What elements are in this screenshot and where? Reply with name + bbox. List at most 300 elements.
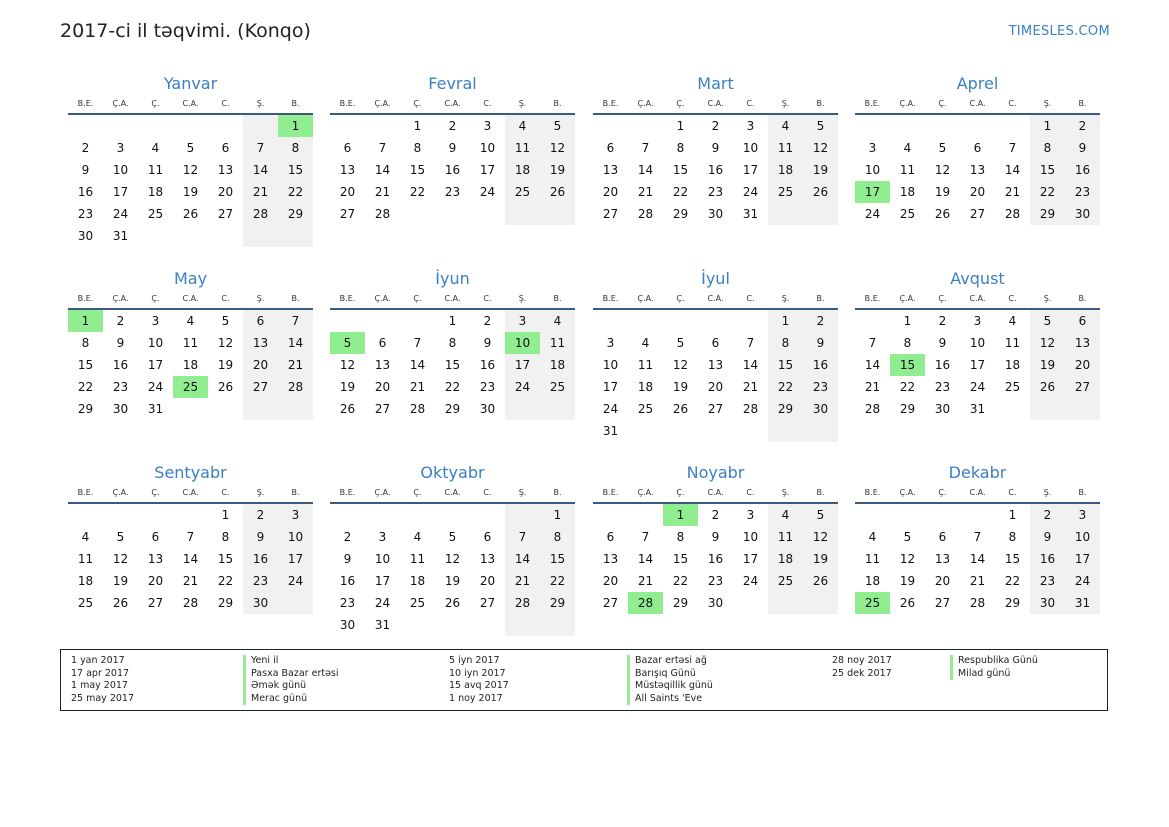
day-cell: 23 bbox=[934, 380, 951, 394]
day-cell: 19 bbox=[1030, 354, 1065, 376]
day-cell: 30 bbox=[803, 398, 838, 420]
week-row bbox=[330, 570, 575, 592]
day-cell: 30 bbox=[707, 207, 724, 221]
day-cell: 3 bbox=[151, 314, 160, 328]
day-cell: 11 bbox=[768, 526, 803, 548]
day-cell: 3 bbox=[868, 141, 877, 155]
day-cell: 15 bbox=[672, 552, 689, 566]
day-cell: 29 bbox=[1030, 203, 1065, 225]
day-cell: 16 bbox=[1065, 159, 1100, 181]
brand-link[interactable]: TIMESLES.COM bbox=[1008, 24, 1110, 39]
day-cell: 6 bbox=[606, 530, 615, 544]
empty-cell bbox=[890, 504, 925, 526]
day-cell: 29 bbox=[217, 596, 234, 610]
week-row bbox=[855, 398, 1100, 420]
weekday-label: B.E. bbox=[77, 99, 94, 108]
month-block bbox=[68, 462, 313, 614]
day-cell: 27 bbox=[602, 207, 619, 221]
week-row bbox=[330, 526, 575, 548]
weekday-label: B. bbox=[816, 99, 825, 108]
day-cell: 30 bbox=[1030, 592, 1065, 614]
day-cell: 23 bbox=[1030, 570, 1065, 592]
weekday-label: B.E. bbox=[864, 99, 881, 108]
weekday-label: C.A. bbox=[182, 294, 199, 303]
empty-cell bbox=[278, 225, 313, 247]
day-cell: 20 bbox=[602, 574, 619, 588]
month-block bbox=[330, 268, 575, 420]
day-cell: 30 bbox=[112, 402, 129, 416]
week-row bbox=[855, 354, 1100, 376]
day-cell: 20 bbox=[243, 354, 278, 376]
day-cell: 20 bbox=[707, 380, 724, 394]
day-cell: 6 bbox=[221, 141, 230, 155]
day-cell: 12 bbox=[182, 163, 199, 177]
weekday-label: Ç. bbox=[413, 294, 422, 303]
day-cell: 15 bbox=[1030, 159, 1065, 181]
day-cell: 26 bbox=[217, 380, 234, 394]
day-cell: 7 bbox=[868, 336, 877, 350]
month-name: Dekabr bbox=[948, 463, 1007, 482]
day-cell: 1 bbox=[663, 504, 698, 526]
day-cell: 14 bbox=[278, 332, 313, 354]
day-cell: 17 bbox=[742, 552, 759, 566]
day-cell: 14 bbox=[969, 552, 986, 566]
empty-cell bbox=[278, 398, 313, 420]
day-cell: 25 bbox=[637, 402, 654, 416]
holiday-legend bbox=[60, 649, 1108, 711]
day-cell: 1 bbox=[540, 504, 575, 526]
day-cell: 23 bbox=[479, 380, 496, 394]
day-cell: 1 bbox=[413, 119, 422, 133]
day-cell: 26 bbox=[339, 402, 356, 416]
day-cell: 17 bbox=[602, 380, 619, 394]
day-cell: 19 bbox=[803, 159, 838, 181]
weekday-label: B. bbox=[1078, 294, 1087, 303]
day-cell: 28 bbox=[278, 376, 313, 398]
week-row bbox=[68, 225, 313, 247]
legend-holiday-name: Barışıq Günü bbox=[627, 668, 713, 681]
week-row bbox=[593, 420, 838, 442]
weekday-label: B. bbox=[816, 488, 825, 497]
day-cell: 15 bbox=[768, 354, 803, 376]
legend-holiday-name: Əmək günü bbox=[243, 680, 339, 693]
day-cell: 28 bbox=[742, 402, 759, 416]
day-cell: 25 bbox=[173, 376, 208, 398]
empty-cell bbox=[173, 225, 208, 247]
weekday-label: B.E. bbox=[339, 99, 356, 108]
day-cell: 16 bbox=[803, 354, 838, 376]
day-cell: 9 bbox=[243, 526, 278, 548]
legend-holiday-name: Pasxa Bazar ertəsi bbox=[243, 668, 339, 681]
day-cell: 22 bbox=[1030, 181, 1065, 203]
day-cell: 5 bbox=[540, 115, 575, 137]
day-cell: 14 bbox=[505, 548, 540, 570]
weekday-label: Ç.A. bbox=[637, 99, 654, 108]
day-cell: 12 bbox=[339, 358, 356, 372]
empty-cell bbox=[470, 504, 505, 526]
day-cell: 2 bbox=[1030, 504, 1065, 526]
legend-holiday-name: All Saints 'Eve bbox=[627, 693, 713, 706]
day-cell: 29 bbox=[672, 596, 689, 610]
day-cell: 6 bbox=[606, 141, 615, 155]
empty-cell bbox=[733, 420, 768, 442]
weekday-label: Ç.A. bbox=[112, 488, 129, 497]
weekday-header bbox=[68, 97, 313, 111]
day-cell: 24 bbox=[147, 380, 164, 394]
weekday-label: C.A. bbox=[707, 99, 724, 108]
empty-cell bbox=[173, 398, 208, 420]
day-cell: 10 bbox=[479, 141, 496, 155]
day-cell: 1 bbox=[676, 119, 685, 133]
day-cell: 27 bbox=[602, 596, 619, 610]
week-row bbox=[330, 203, 575, 225]
weekday-label: B. bbox=[553, 488, 562, 497]
day-cell: 4 bbox=[641, 336, 650, 350]
day-cell: 18 bbox=[409, 574, 426, 588]
day-cell: 23 bbox=[77, 207, 94, 221]
day-cell: 21 bbox=[505, 570, 540, 592]
legend-dates-col-2 bbox=[449, 655, 509, 705]
day-cell: 22 bbox=[899, 380, 916, 394]
weekday-label: C. bbox=[746, 99, 755, 108]
month-block bbox=[855, 462, 1100, 614]
empty-cell bbox=[400, 310, 435, 332]
day-cell: 25 bbox=[77, 596, 94, 610]
legend-date: 1 yan 2017 bbox=[71, 655, 125, 666]
day-cell: 10 bbox=[147, 336, 164, 350]
legend-date: 25 may 2017 bbox=[71, 692, 135, 704]
day-cell: 5 bbox=[676, 336, 685, 350]
legend-holiday-name: Merac günü bbox=[243, 693, 339, 706]
legend-date: 10 iyn 2017 bbox=[449, 667, 506, 679]
day-cell: 5 bbox=[938, 141, 947, 155]
week-row bbox=[593, 354, 838, 376]
weekday-label: Ç. bbox=[938, 294, 947, 303]
week-row bbox=[68, 181, 313, 203]
weekday-label: Ç. bbox=[938, 488, 947, 497]
day-cell: 24 bbox=[505, 376, 540, 398]
day-cell: 13 bbox=[969, 163, 986, 177]
day-cell: 24 bbox=[374, 596, 391, 610]
weekday-label: Ç.A. bbox=[374, 294, 391, 303]
weekday-label: Ş. bbox=[1043, 488, 1052, 497]
day-cell: 11 bbox=[1004, 336, 1021, 350]
day-cell: 19 bbox=[672, 380, 689, 394]
day-cell: 31 bbox=[602, 424, 619, 438]
week-row bbox=[593, 570, 838, 592]
empty-cell bbox=[208, 115, 243, 137]
month-name: Yanvar bbox=[163, 74, 218, 93]
weekday-label: C. bbox=[746, 488, 755, 497]
day-cell: 26 bbox=[444, 596, 461, 610]
weekday-label: Ş. bbox=[1043, 294, 1052, 303]
week-row bbox=[330, 614, 575, 636]
day-cell: 7 bbox=[186, 530, 195, 544]
month-block bbox=[330, 73, 575, 225]
weekday-label: C. bbox=[221, 294, 230, 303]
empty-cell bbox=[803, 203, 838, 225]
day-cell: 24 bbox=[742, 574, 759, 588]
day-cell: 3 bbox=[606, 336, 615, 350]
day-cell: 28 bbox=[628, 592, 663, 614]
day-cell: 13 bbox=[217, 163, 234, 177]
day-cell: 16 bbox=[112, 358, 129, 372]
month-name: Avqust bbox=[950, 269, 1005, 288]
day-cell: 29 bbox=[278, 203, 313, 225]
empty-cell bbox=[768, 592, 803, 614]
empty-cell bbox=[995, 398, 1030, 420]
weekday-label: B.E. bbox=[602, 294, 619, 303]
empty-cell bbox=[68, 504, 103, 526]
day-cell: 22 bbox=[409, 185, 426, 199]
week-row bbox=[330, 310, 575, 332]
weekday-label: C.A. bbox=[444, 488, 461, 497]
day-cell: 11 bbox=[409, 552, 426, 566]
day-cell: 28 bbox=[969, 596, 986, 610]
day-cell: 4 bbox=[903, 141, 912, 155]
month-name: İyun bbox=[435, 269, 470, 288]
day-cell: 10 bbox=[602, 358, 619, 372]
day-cell: 15 bbox=[1004, 552, 1021, 566]
day-cell: 12 bbox=[803, 137, 838, 159]
day-cell: 21 bbox=[969, 574, 986, 588]
weekday-label: C. bbox=[746, 294, 755, 303]
day-cell: 22 bbox=[672, 185, 689, 199]
empty-cell bbox=[365, 115, 400, 137]
day-cell: 29 bbox=[899, 402, 916, 416]
week-row bbox=[593, 548, 838, 570]
empty-cell bbox=[173, 504, 208, 526]
day-cell: 20 bbox=[1065, 354, 1100, 376]
day-cell: 13 bbox=[479, 552, 496, 566]
day-cell: 14 bbox=[374, 163, 391, 177]
empty-cell bbox=[435, 504, 470, 526]
day-cell: 2 bbox=[243, 504, 278, 526]
empty-cell bbox=[663, 420, 698, 442]
day-cell: 21 bbox=[374, 185, 391, 199]
day-cell: 9 bbox=[1065, 137, 1100, 159]
empty-cell bbox=[628, 310, 663, 332]
day-cell: 2 bbox=[81, 141, 90, 155]
day-cell: 25 bbox=[768, 181, 803, 203]
day-cell: 26 bbox=[112, 596, 129, 610]
weekday-label: C.A. bbox=[444, 99, 461, 108]
empty-cell bbox=[540, 203, 575, 225]
day-cell: 2 bbox=[1065, 115, 1100, 137]
day-cell: 6 bbox=[151, 530, 160, 544]
day-cell: 31 bbox=[1065, 592, 1100, 614]
day-cell: 20 bbox=[479, 574, 496, 588]
weekday-label: Ç. bbox=[151, 99, 160, 108]
week-row bbox=[855, 548, 1100, 570]
empty-cell bbox=[68, 115, 103, 137]
day-cell: 24 bbox=[1065, 570, 1100, 592]
week-row bbox=[855, 137, 1100, 159]
day-cell: 12 bbox=[540, 137, 575, 159]
weekday-label: Ç. bbox=[676, 294, 685, 303]
day-cell: 21 bbox=[637, 574, 654, 588]
day-cell: 27 bbox=[147, 596, 164, 610]
week-row bbox=[855, 376, 1100, 398]
day-cell: 25 bbox=[1004, 380, 1021, 394]
weekday-label: B. bbox=[553, 294, 562, 303]
weekday-label: Ç.A. bbox=[637, 294, 654, 303]
day-cell: 6 bbox=[343, 141, 352, 155]
day-cell: 5 bbox=[186, 141, 195, 155]
day-cell: 11 bbox=[637, 358, 654, 372]
week-row bbox=[68, 310, 313, 332]
week-row bbox=[68, 115, 313, 137]
empty-cell bbox=[365, 310, 400, 332]
day-cell: 24 bbox=[864, 207, 881, 221]
day-cell: 25 bbox=[899, 207, 916, 221]
empty-cell bbox=[103, 115, 138, 137]
empty-cell bbox=[505, 614, 540, 636]
month-name: May bbox=[173, 269, 208, 288]
day-cell: 12 bbox=[112, 552, 129, 566]
week-row bbox=[68, 570, 313, 592]
weekday-label: Ç.A. bbox=[899, 488, 916, 497]
week-row bbox=[593, 526, 838, 548]
day-cell: 30 bbox=[707, 596, 724, 610]
day-cell: 18 bbox=[637, 380, 654, 394]
day-cell: 30 bbox=[243, 592, 278, 614]
legend-dates-col-1 bbox=[71, 655, 134, 705]
day-cell: 21 bbox=[742, 380, 759, 394]
day-cell: 23 bbox=[339, 596, 356, 610]
day-cell: 14 bbox=[637, 163, 654, 177]
day-cell: 19 bbox=[899, 574, 916, 588]
day-cell: 29 bbox=[540, 592, 575, 614]
empty-cell bbox=[208, 225, 243, 247]
month-block bbox=[855, 73, 1100, 225]
empty-cell bbox=[208, 398, 243, 420]
week-row bbox=[330, 592, 575, 614]
empty-cell bbox=[698, 420, 733, 442]
week-row bbox=[330, 398, 575, 420]
week-row bbox=[855, 592, 1100, 614]
day-cell: 26 bbox=[899, 596, 916, 610]
week-row bbox=[855, 159, 1100, 181]
weekday-header bbox=[593, 292, 838, 306]
day-cell: 18 bbox=[182, 358, 199, 372]
day-cell: 2 bbox=[116, 314, 125, 328]
weekday-label: C. bbox=[221, 488, 230, 497]
week-row bbox=[855, 526, 1100, 548]
month-block bbox=[593, 462, 838, 614]
legend-date: 28 noy 2017 bbox=[832, 655, 892, 666]
weekday-label: C. bbox=[1008, 488, 1017, 497]
day-cell: 9 bbox=[938, 336, 947, 350]
day-cell: 24 bbox=[112, 207, 129, 221]
day-cell: 29 bbox=[444, 402, 461, 416]
day-cell: 14 bbox=[409, 358, 426, 372]
day-cell: 30 bbox=[339, 618, 356, 632]
empty-cell bbox=[435, 614, 470, 636]
weekday-label: Ş. bbox=[781, 294, 790, 303]
day-cell: 7 bbox=[505, 526, 540, 548]
day-cell: 3 bbox=[378, 530, 387, 544]
empty-cell bbox=[995, 115, 1030, 137]
day-cell: 3 bbox=[116, 141, 125, 155]
day-cell: 3 bbox=[973, 314, 982, 328]
week-row bbox=[593, 332, 838, 354]
weekday-label: B.E. bbox=[77, 294, 94, 303]
weekday-label: Ç. bbox=[938, 99, 947, 108]
day-cell: 18 bbox=[1004, 358, 1021, 372]
week-row bbox=[330, 332, 575, 354]
day-cell: 3 bbox=[483, 119, 492, 133]
weekday-header bbox=[593, 486, 838, 500]
day-cell: 9 bbox=[711, 141, 720, 155]
day-cell: 12 bbox=[899, 552, 916, 566]
day-cell: 26 bbox=[803, 570, 838, 592]
day-cell: 18 bbox=[768, 159, 803, 181]
weekday-header bbox=[68, 292, 313, 306]
day-cell: 26 bbox=[540, 181, 575, 203]
day-cell: 15 bbox=[540, 548, 575, 570]
weekday-header bbox=[68, 486, 313, 500]
month-block bbox=[68, 268, 313, 420]
empty-cell bbox=[173, 115, 208, 137]
day-cell: 18 bbox=[505, 159, 540, 181]
legend-date: 17 apr 2017 bbox=[71, 667, 130, 679]
empty-cell bbox=[278, 592, 313, 614]
empty-cell bbox=[733, 310, 768, 332]
empty-cell bbox=[540, 614, 575, 636]
day-cell: 4 bbox=[81, 530, 90, 544]
day-cell: 15 bbox=[77, 358, 94, 372]
week-row bbox=[855, 181, 1100, 203]
day-cell: 4 bbox=[186, 314, 195, 328]
day-cell: 11 bbox=[768, 137, 803, 159]
empty-cell bbox=[925, 115, 960, 137]
week-row bbox=[593, 592, 838, 614]
day-cell: 8 bbox=[1030, 137, 1065, 159]
day-cell: 24 bbox=[602, 402, 619, 416]
day-cell: 6 bbox=[243, 310, 278, 332]
day-cell: 20 bbox=[969, 185, 986, 199]
day-cell: 24 bbox=[742, 185, 759, 199]
week-row bbox=[330, 159, 575, 181]
day-cell: 9 bbox=[448, 141, 457, 155]
day-cell: 16 bbox=[243, 548, 278, 570]
weekday-label: C.A. bbox=[707, 294, 724, 303]
weekday-label: Ç.A. bbox=[899, 294, 916, 303]
day-cell: 13 bbox=[934, 552, 951, 566]
day-cell: 24 bbox=[278, 570, 313, 592]
day-cell: 13 bbox=[707, 358, 724, 372]
weekday-label: B.E. bbox=[602, 488, 619, 497]
day-cell: 9 bbox=[1030, 526, 1065, 548]
day-cell: 21 bbox=[864, 380, 881, 394]
day-cell: 12 bbox=[934, 163, 951, 177]
day-cell: 25 bbox=[855, 592, 890, 614]
month-name: İyul bbox=[701, 269, 730, 288]
empty-cell bbox=[855, 310, 890, 332]
day-cell: 22 bbox=[768, 376, 803, 398]
legend-names-col-1 bbox=[243, 655, 339, 705]
legend-date: 1 may 2017 bbox=[71, 680, 128, 691]
legend-names-col-2 bbox=[627, 655, 713, 705]
day-cell: 10 bbox=[374, 552, 391, 566]
empty-cell bbox=[663, 310, 698, 332]
day-cell: 7 bbox=[278, 310, 313, 332]
day-cell: 1 bbox=[1030, 115, 1065, 137]
empty-cell bbox=[698, 310, 733, 332]
week-row bbox=[593, 181, 838, 203]
day-cell: 23 bbox=[803, 376, 838, 398]
